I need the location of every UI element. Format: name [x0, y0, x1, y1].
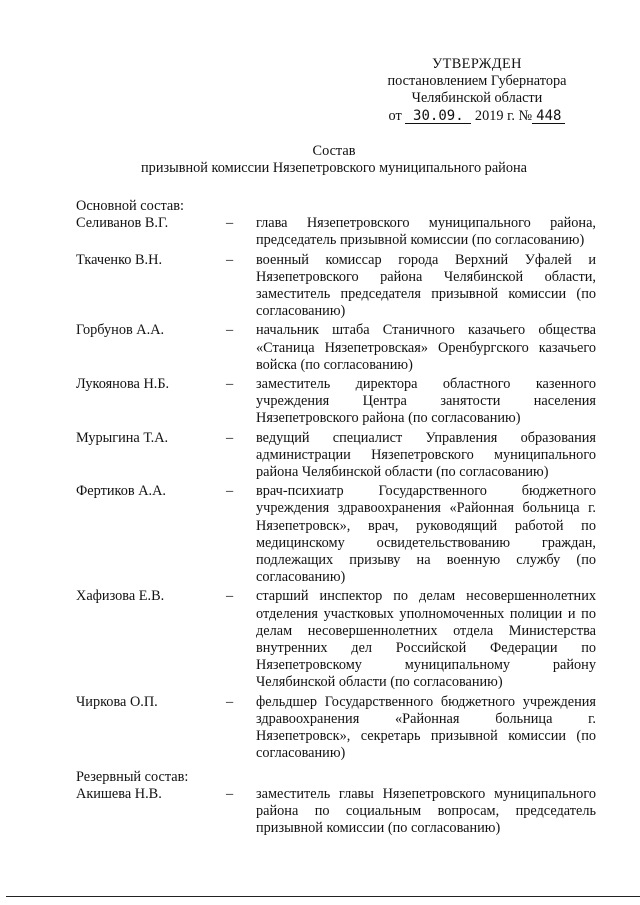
- approval-block: [372, 56, 582, 125]
- decree-number: 448: [532, 109, 565, 124]
- member-role: начальник штаба Станичного казачьего общества «Станица Нязепетровская» Оренбургского казачьего войска (по согласованию): [256, 322, 596, 373]
- member-dash: –: [226, 483, 234, 500]
- member-role: фельдшер Государственного бюджетного учреждения здравоохранения «Районная больница г. Нязепетровск», секретарь призывной комиссии (по согласованию): [256, 693, 596, 762]
- member-role: заместитель главы Нязепетровского муниципального района по социальным вопросам, председатель призывной комиссии (по согласованию): [256, 785, 596, 837]
- date-year: 2019 г. №: [474, 107, 533, 124]
- heading-title: Состав: [312, 143, 356, 159]
- member-name: Ткаченко В.Н.: [76, 251, 163, 268]
- reserve-section-label: Резервный состав:: [76, 768, 189, 785]
- member-row: [76, 430, 596, 482]
- member-dash: –: [226, 693, 234, 710]
- member-dash: –: [226, 215, 234, 232]
- member-dash: –: [226, 785, 234, 802]
- member-row: [76, 786, 596, 838]
- commission-list: [76, 198, 596, 839]
- main-section-label: Основной состав:: [76, 198, 184, 214]
- member-row: [76, 483, 596, 586]
- page-bottom-line: [6, 896, 640, 897]
- approval-title: УТВЕРЖДЕН: [432, 56, 522, 72]
- member-name: Фертиков А.А.: [76, 483, 166, 500]
- member-name: Мурыгина Т.А.: [76, 429, 169, 446]
- member-role: врач-психиатр Государственного бюджетного учреждения здравоохранения «Районная больница г. Нязепетровск», врач, руководящий работой по медицинскому освидетельствованию граждан, подлежащих призыву на военную службу (по согласованию): [256, 483, 596, 586]
- member-role: глава Нязепетровского муниципального района, председатель призывной комиссии (по согласованию): [256, 215, 596, 249]
- date-day: 30.09.: [405, 109, 471, 124]
- member-role: заместитель директора областного казенного учреждения Центра занятости населения Нязепетровского района (по согласованию): [256, 376, 596, 427]
- heading-subtitle: призывной комиссии Нязепетровского муниципального района: [141, 160, 527, 177]
- approval-line-1: постановлением Губернатора: [387, 73, 567, 90]
- member-role: ведущий специалист Управления образования администрации Нязепетровского муниципального района Челябинской области (по согласованию): [256, 429, 596, 481]
- member-role: военный комиссар города Верхний Уфалей и Нязепетровского района Челябинской области, заместитель председателя призывной комиссии (по согласованию): [256, 251, 596, 320]
- member-dash: –: [226, 429, 234, 446]
- approval-date-line: [372, 108, 582, 125]
- member-row: [76, 376, 596, 428]
- member-dash: –: [226, 376, 234, 393]
- main-members: [76, 215, 596, 762]
- member-dash: –: [226, 322, 234, 339]
- member-name: Акишева Н.В.: [76, 785, 162, 802]
- member-dash: –: [226, 251, 234, 268]
- member-row: [76, 588, 596, 691]
- member-row: [76, 694, 596, 763]
- member-row: [76, 215, 596, 249]
- member-name: Хафизова Е.В.: [76, 588, 165, 605]
- member-row: [76, 252, 596, 321]
- member-role: старший инспектор по делам несовершеннолетних отделения участковых уполномоченных полиции и по делам несовершеннолетних отдела Министерства внутренних дел Российской Федерации по Нязепетровскому муниципальному району Челябинской области (по согласованию): [256, 588, 596, 691]
- member-name: Чиркова О.П.: [76, 693, 158, 710]
- document-heading: [0, 143, 640, 177]
- reserve-members: [76, 786, 596, 838]
- member-name: Лукоянова Н.Б.: [76, 376, 170, 393]
- date-prefix: от: [388, 107, 402, 124]
- member-name: Селиванов В.Г.: [76, 215, 169, 232]
- member-row: [76, 322, 596, 374]
- member-name: Горбунов А.А.: [76, 322, 165, 339]
- member-dash: –: [226, 588, 234, 605]
- approval-line-2: Челябинской области: [411, 90, 543, 107]
